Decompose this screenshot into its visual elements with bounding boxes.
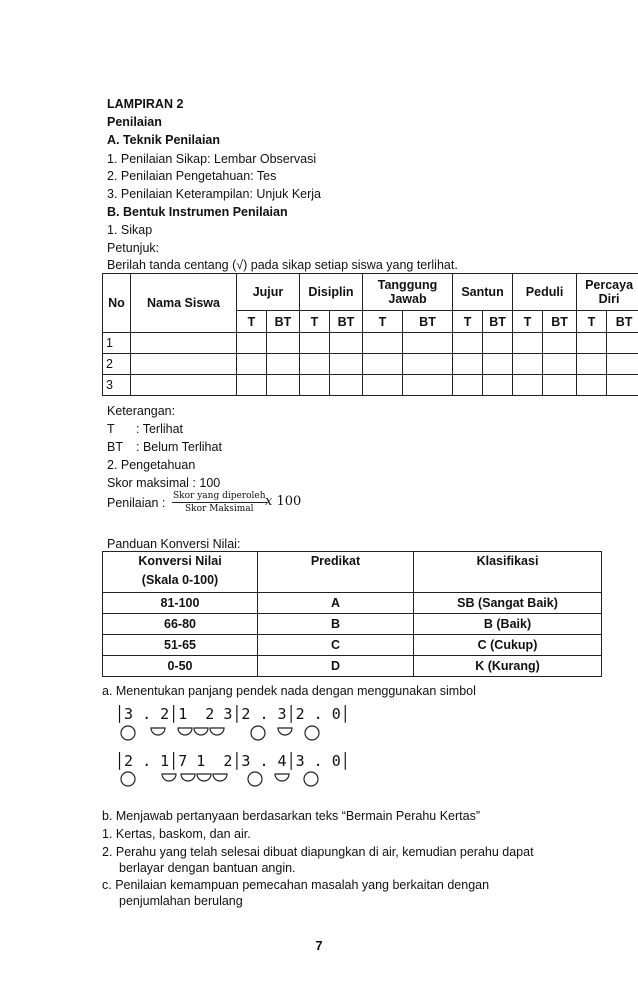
fraction-denominator: Skor Maksimal [185, 504, 254, 514]
header-nama-siswa: Nama Siswa [131, 274, 237, 333]
table-row [103, 656, 602, 677]
table-row [103, 375, 638, 396]
teknik-item-3: 3. Penilaian Keterampilan: Unjuk Kerja [107, 187, 322, 201]
penilaian-label: Penilaian : [107, 496, 166, 510]
half-note-semicircle-icon [162, 774, 176, 781]
question-c-line-1: c. Penilaian kemampuan pemecahan masalah yang berkaitan dengan [102, 878, 490, 892]
score-fraction [172, 491, 267, 514]
keterangan-t-desc: : Terlihat [136, 422, 184, 436]
note-duration-symbols-2 [118, 770, 328, 790]
header-konversi-line2: (Skala 0-100) [141, 573, 219, 587]
predikat-cell: A [258, 593, 414, 614]
whole-note-circle-icon [251, 726, 265, 740]
header-klasifikasi: Klasifikasi [414, 552, 602, 593]
sub-header-bt: BT [267, 311, 300, 333]
sikap-heading: 1. Sikap [107, 223, 153, 237]
header-jujur: Jujur [237, 274, 300, 311]
sub-header-bt: BT [330, 311, 363, 333]
whole-note-circle-icon [248, 772, 262, 786]
whole-note-circle-icon [305, 726, 319, 740]
sub-header-t: T [237, 311, 267, 333]
predikat-cell: B [258, 614, 414, 635]
keterangan-title: Keterangan: [107, 404, 176, 418]
table-row [103, 635, 602, 656]
whole-note-circle-icon [121, 772, 135, 786]
teknik-item-1: 1. Penilaian Sikap: Lembar Observasi [107, 152, 317, 166]
sub-header-t: T [577, 311, 607, 333]
sikap-observation-table [102, 273, 638, 396]
half-note-semicircle-icon [275, 774, 289, 781]
klasifikasi-cell: C (Cukup) [414, 635, 602, 656]
sub-header-t: T [453, 311, 483, 333]
predikat-cell: C [258, 635, 414, 656]
fraction-numerator: Skor yang diperoleh [173, 491, 266, 501]
sub-header-bt: BT [483, 311, 513, 333]
range-cell: 51-65 [103, 635, 258, 656]
row-number: 2 [103, 354, 131, 375]
section-b-heading: B. Bentuk Instrumen Penilaian [107, 205, 288, 219]
answer-2-line-2: berlayar dengan bantuan angin. [119, 861, 296, 875]
page-number: 7 [315, 938, 323, 953]
table-row [103, 354, 638, 375]
range-cell: 81-100 [103, 593, 258, 614]
header-tanggung-jawab: Tanggung Jawab [363, 274, 453, 311]
whole-note-circle-icon [121, 726, 135, 740]
predikat-cell: D [258, 656, 414, 677]
skor-maksimal: Skor maksimal : 100 [107, 476, 221, 490]
klasifikasi-cell: B (Baik) [414, 614, 602, 635]
teknik-item-2: 2. Penilaian Pengetahuan: Tes [107, 169, 277, 183]
table-row [103, 614, 602, 635]
times-symbol: x [265, 494, 273, 509]
row-number: 3 [103, 375, 131, 396]
keterangan-t-code: T [107, 422, 115, 436]
half-note-semicircle-icon [194, 728, 208, 735]
header-percaya-diri: Percaya Diri [577, 274, 638, 311]
header-konversi [103, 552, 258, 593]
konversi-table [102, 551, 602, 677]
notation-line-2: │2 . 1│7 1 2│3 . 4│3 . 0│ [115, 752, 350, 770]
row-number: 1 [103, 333, 131, 354]
header-santun: Santun [453, 274, 513, 311]
petunjuk-label: Petunjuk: [107, 241, 160, 255]
header-no: No [103, 274, 131, 333]
answer-2-line-1: 2. Perahu yang telah selesai dibuat diapungkan di air, kemudian perahu dapat [102, 845, 534, 859]
keterangan-bt-desc: : Belum Terlihat [136, 440, 222, 454]
note-duration-symbols-1 [118, 724, 328, 744]
sub-header-t: T [300, 311, 330, 333]
half-note-semicircle-icon [151, 728, 165, 735]
question-c-line-2: penjumlahan berulang [119, 894, 243, 908]
whole-note-circle-icon [304, 772, 318, 786]
notation-line-1: │3 . 2│1 2 3│2 . 3│2 . 0│ [115, 705, 350, 723]
range-cell: 66-80 [103, 614, 258, 635]
konversi-title: Panduan Konversi Nilai: [107, 537, 241, 551]
pengetahuan-heading: 2. Pengetahuan [107, 458, 196, 472]
penilaian-heading: Penilaian [107, 115, 162, 129]
half-note-semicircle-icon [278, 728, 292, 735]
table-row [103, 333, 638, 354]
header-peduli: Peduli [513, 274, 577, 311]
instruction-text: Berilah tanda centang (√) pada sikap setiap siswa yang terlihat. [107, 258, 458, 272]
lampiran-title: LAMPIRAN 2 [107, 97, 184, 111]
answer-1: 1. Kertas, baskom, dan air. [102, 827, 251, 841]
sub-header-bt: BT [403, 311, 453, 333]
header-konversi-line1: Konversi Nilai [138, 554, 222, 568]
keterangan-bt-code: BT [107, 440, 123, 454]
sub-header-bt: BT [543, 311, 577, 333]
half-note-semicircle-icon [178, 728, 192, 735]
notation-intro: a. Menentukan panjang pendek nada dengan menggunakan simbol [102, 684, 476, 698]
question-b: b. Menjawab pertanyaan berdasarkan teks “Bermain Perahu Kertas” [102, 809, 480, 823]
half-note-semicircle-icon [213, 774, 227, 781]
table-row [103, 593, 602, 614]
multiplier [265, 494, 301, 509]
half-note-semicircle-icon [210, 728, 224, 735]
sub-header-t: T [363, 311, 403, 333]
half-note-semicircle-icon [181, 774, 195, 781]
range-cell: 0-50 [103, 656, 258, 677]
klasifikasi-cell: SB (Sangat Baik) [414, 593, 602, 614]
header-predikat: Predikat [258, 552, 414, 593]
hundred-value: 100 [276, 494, 302, 509]
sub-header-t: T [513, 311, 543, 333]
half-note-semicircle-icon [197, 774, 211, 781]
sub-header-bt: BT [607, 311, 638, 333]
section-a-heading: A. Teknik Penilaian [107, 133, 221, 147]
klasifikasi-cell: K (Kurang) [414, 656, 602, 677]
header-disiplin: Disiplin [300, 274, 363, 311]
